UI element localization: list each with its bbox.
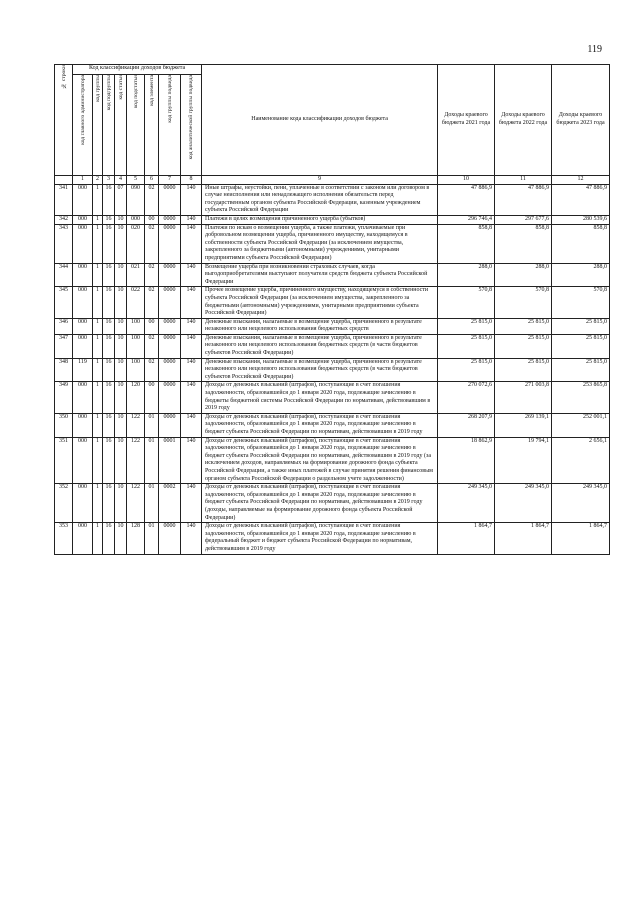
code-cell: 1	[93, 318, 103, 334]
code-column-label: код статьи	[117, 75, 124, 100]
code-cell: 10	[115, 437, 127, 484]
row-number: 343	[55, 224, 73, 263]
code-cell: 01	[145, 484, 159, 523]
header-row-group	[55, 65, 610, 75]
table-row	[55, 523, 610, 554]
table-row	[55, 215, 610, 224]
code-cell: 1	[93, 437, 103, 484]
code-cell: 140	[181, 334, 202, 358]
income-2021-cell: 25 815,0	[438, 318, 495, 334]
index-cell: 11	[495, 176, 552, 185]
table-row	[55, 358, 610, 382]
row-number: 342	[55, 215, 73, 224]
code-name-cell: Иные штрафы, неустойки, пени, уплаченные в соответствии с законом или договором в случае неисполнения или ненадлежащего исполнения обязательств перед государственным органом субъекта Российской Федерации, казенным учреждением субъекта Российской Федерации	[202, 184, 438, 215]
code-column-header	[103, 75, 115, 176]
income-2023-cell: 47 886,9	[552, 184, 610, 215]
code-cell: 02	[145, 224, 159, 263]
table-row	[55, 224, 610, 263]
code-cell: 119	[73, 358, 93, 382]
code-cell: 1	[93, 523, 103, 554]
code-cell: 100	[127, 334, 145, 358]
code-cell: 0000	[159, 523, 181, 554]
code-cell: 10	[115, 224, 127, 263]
code-cell: 1	[93, 215, 103, 224]
code-column-label: код аналитической группы подвида	[188, 75, 195, 160]
code-column-label: код главного администратора	[79, 75, 86, 145]
code-cell: 140	[181, 413, 202, 437]
code-cell: 000	[73, 215, 93, 224]
column-index-row	[55, 176, 610, 185]
table-row	[55, 287, 610, 318]
code-column-header	[73, 75, 93, 176]
code-cell: 1	[93, 413, 103, 437]
code-cell: 16	[103, 382, 115, 413]
income-2021-cell: 268 207,9	[438, 413, 495, 437]
code-cell: 02	[145, 358, 159, 382]
code-name-cell: Денежные взыскания, налагаемые в возмещение ущерба, причиненного в результате незаконного или нецелевого использования бюджетных средств (в части бюджетов субъектов Российской Федерации)	[202, 334, 438, 358]
income-2023-cell: 25 815,0	[552, 334, 610, 358]
code-cell: 140	[181, 358, 202, 382]
code-cell: 000	[73, 184, 93, 215]
code-column-header	[93, 75, 103, 176]
code-column-header	[181, 75, 202, 176]
code-cell: 0000	[159, 215, 181, 224]
code-cell: 16	[103, 318, 115, 334]
index-cell: 2	[93, 176, 103, 185]
code-name-cell: Доходы от денежных взысканий (штрафов), поступающие в счет погашения задолженности, образовавшейся до 1 января 2020 года, подлежащие зачислению в бюджеты бюджетной системы Российской Федерации по нормативам, действовавшим в 2019 году	[202, 382, 438, 413]
code-cell: 020	[127, 224, 145, 263]
table-row	[55, 334, 610, 358]
row-number: 344	[55, 263, 73, 287]
income-2022-cell: 47 886,9	[495, 184, 552, 215]
code-cell: 10	[115, 215, 127, 224]
code-cell: 10	[115, 287, 127, 318]
income-2022-cell: 25 815,0	[495, 334, 552, 358]
income-2022-cell: 570,8	[495, 287, 552, 318]
code-cell: 000	[73, 334, 93, 358]
code-cell: 0000	[159, 224, 181, 263]
table-row	[55, 382, 610, 413]
code-cell: 000	[73, 287, 93, 318]
row-number: 347	[55, 334, 73, 358]
income-2021-cell: 288,0	[438, 263, 495, 287]
code-cell: 000	[73, 263, 93, 287]
income-2023-cell: 253 865,8	[552, 382, 610, 413]
code-cell: 022	[127, 287, 145, 318]
code-cell: 140	[181, 318, 202, 334]
code-cell: 0000	[159, 263, 181, 287]
code-cell: 07	[115, 184, 127, 215]
code-cell: 100	[127, 358, 145, 382]
code-cell: 1	[93, 358, 103, 382]
code-cell: 140	[181, 523, 202, 554]
code-name-cell: Возмещение ущерба при возникновении страховых случаев, когда выгодоприобретателями выступают получатели средств бюджета субъекта Российской Федерации	[202, 263, 438, 287]
code-cell: 1	[93, 184, 103, 215]
code-cell: 0000	[159, 184, 181, 215]
code-column-label: код группы	[94, 75, 101, 102]
code-cell: 01	[145, 413, 159, 437]
code-cell: 0000	[159, 358, 181, 382]
code-cell: 10	[115, 484, 127, 523]
income-2021-header: Доходы краевого бюджета 2021 года	[438, 65, 495, 176]
code-column-label: код элемента	[148, 75, 155, 106]
income-2023-cell: 288,0	[552, 263, 610, 287]
code-cell: 000	[73, 413, 93, 437]
code-cell: 000	[73, 523, 93, 554]
income-2023-cell: 2 656,1	[552, 437, 610, 484]
code-name-cell: Платежи по искам о возмещении ущерба, а также платежи, уплачиваемые при добровольном возмещении ущерба, причиненного имуществу, находящемуся в собственности субъекта Российской Федерации (за исключением имущества, закрепленного за бюджетными (автономными) учреждениями, унитарными предприятиями субъекта Российской Федерации)	[202, 224, 438, 263]
code-cell: 000	[73, 484, 93, 523]
code-column-label: код подгруппы	[105, 75, 112, 111]
income-2021-cell: 570,8	[438, 287, 495, 318]
budget-income-table	[54, 64, 610, 555]
income-2023-cell: 280 539,6	[552, 215, 610, 224]
code-cell: 0000	[159, 334, 181, 358]
code-name-cell: Прочее возмещение ущерба, причиненного имуществу, находящемуся в собственности субъекта Российской Федерации (за исключением имущества, закрепленного за бюджетными (автономными) учреждениями, унитарными предприятиями субъекта Российской Федерации)	[202, 287, 438, 318]
code-column-header	[159, 75, 181, 176]
table-row	[55, 437, 610, 484]
index-cell: 10	[438, 176, 495, 185]
index-cell: 6	[145, 176, 159, 185]
income-2022-cell: 858,8	[495, 224, 552, 263]
code-cell: 10	[115, 382, 127, 413]
income-2021-cell: 296 746,4	[438, 215, 495, 224]
income-2021-cell: 25 815,0	[438, 358, 495, 382]
income-2022-cell: 249 345,0	[495, 484, 552, 523]
code-cell: 16	[103, 484, 115, 523]
code-cell: 000	[127, 215, 145, 224]
income-2022-cell: 269 139,1	[495, 413, 552, 437]
income-2022-cell: 1 864,7	[495, 523, 552, 554]
income-2022-cell: 25 815,0	[495, 318, 552, 334]
code-cell: 120	[127, 382, 145, 413]
code-cell: 1	[93, 484, 103, 523]
code-cell: 10	[115, 334, 127, 358]
code-column-header	[127, 75, 145, 176]
code-cell: 140	[181, 437, 202, 484]
row-number: 348	[55, 358, 73, 382]
code-cell: 16	[103, 437, 115, 484]
index-cell: 5	[127, 176, 145, 185]
code-cell: 0000	[159, 413, 181, 437]
row-number: 349	[55, 382, 73, 413]
code-name-cell: Денежные взыскания, налагаемые в возмещение ущерба, причиненного в результате незаконного или нецелевого использования бюджетных средств (в части бюджетов субъектов Российской Федерации)	[202, 358, 438, 382]
code-cell: 140	[181, 224, 202, 263]
code-cell: 000	[73, 224, 93, 263]
code-cell: 02	[145, 334, 159, 358]
income-2021-cell: 270 072,6	[438, 382, 495, 413]
code-cell: 10	[115, 263, 127, 287]
table-row	[55, 263, 610, 287]
code-name-cell: Доходы от денежных взысканий (штрафов), поступающие в счет погашения задолженности, образовавшейся до 1 января 2020 года, подлежащие зачислению в бюджет субъекта Российской Федерации по нормативам, действовавшим в 2019 году (доходы, направляемые на формирование дорожного фонда субъекта Российской Федерации)	[202, 484, 438, 523]
income-2021-cell: 858,8	[438, 224, 495, 263]
table-row	[55, 318, 610, 334]
code-cell: 16	[103, 358, 115, 382]
income-2022-header: Доходы краевого бюджета 2022 года	[495, 65, 552, 176]
code-cell: 16	[103, 287, 115, 318]
code-cell: 10	[115, 358, 127, 382]
code-cell: 00	[145, 382, 159, 413]
income-2022-cell: 25 815,0	[495, 358, 552, 382]
income-2021-cell: 249 345,0	[438, 484, 495, 523]
code-cell: 0002	[159, 484, 181, 523]
row-number: 352	[55, 484, 73, 523]
code-cell: 01	[145, 437, 159, 484]
income-2023-cell: 25 815,0	[552, 318, 610, 334]
code-cell: 021	[127, 263, 145, 287]
code-cell: 16	[103, 263, 115, 287]
code-cell: 122	[127, 484, 145, 523]
table-row	[55, 413, 610, 437]
income-2023-cell: 1 864,7	[552, 523, 610, 554]
code-cell: 16	[103, 224, 115, 263]
table-row	[55, 184, 610, 215]
code-cell: 122	[127, 437, 145, 484]
code-cell: 090	[127, 184, 145, 215]
row-number-header: № строки	[55, 65, 73, 176]
code-cell: 0000	[159, 318, 181, 334]
code-cell: 16	[103, 523, 115, 554]
table-row	[55, 484, 610, 523]
row-number: 350	[55, 413, 73, 437]
code-name-cell: Доходы от денежных взысканий (штрафов), поступающие в счет погашения задолженности, образовавшейся до 1 января 2020 года, подлежащие зачислению в бюджет субъекта Российской Федерации по нормативам, действовавшим в 2019 году	[202, 413, 438, 437]
code-cell: 128	[127, 523, 145, 554]
income-2023-cell: 249 345,0	[552, 484, 610, 523]
code-cell: 000	[73, 382, 93, 413]
row-number: 346	[55, 318, 73, 334]
classification-code-header: Код классификации доходов бюджета	[73, 65, 202, 75]
code-cell: 01	[145, 523, 159, 554]
code-cell: 0000	[159, 287, 181, 318]
code-cell: 000	[73, 437, 93, 484]
income-2022-cell: 297 677,6	[495, 215, 552, 224]
code-cell: 10	[115, 523, 127, 554]
code-cell: 140	[181, 484, 202, 523]
code-column-label: код подстатьи	[132, 75, 139, 109]
code-cell: 16	[103, 215, 115, 224]
code-cell: 1	[93, 287, 103, 318]
index-cell: 7	[159, 176, 181, 185]
code-cell: 140	[181, 215, 202, 224]
index-cell: 9	[202, 176, 438, 185]
code-cell: 02	[145, 287, 159, 318]
code-name-cell: Денежные взыскания, налагаемые в возмещение ущерба, причиненного в результате незаконного или нецелевого использования бюджетных средств	[202, 318, 438, 334]
income-2023-cell: 858,8	[552, 224, 610, 263]
income-2023-cell: 25 815,0	[552, 358, 610, 382]
code-cell: 16	[103, 413, 115, 437]
income-2022-cell: 271 003,8	[495, 382, 552, 413]
code-name-cell: Доходы от денежных взысканий (штрафов), поступающие в счет погашения задолженности, образовавшейся до 1 января 2020 года, подлежащие зачислению в бюджет субъекта Российской Федерации по нормативам, действовавшим в 2019 году (за исключением доходов, направляемых на формирование дорожного фонда субъекта Российской Федерации, а также иных платежей в случае принятия решения финансовым органом субъекта Российской Федерации о раздельном учете задолженности)	[202, 437, 438, 484]
code-cell: 02	[145, 263, 159, 287]
name-header: Наименование кода классификации доходов бюджета	[202, 65, 438, 176]
code-cell: 1	[93, 382, 103, 413]
index-cell	[55, 176, 73, 185]
code-cell: 16	[103, 334, 115, 358]
code-column-header	[115, 75, 127, 176]
code-cell: 140	[181, 382, 202, 413]
income-2021-cell: 47 886,9	[438, 184, 495, 215]
code-cell: 16	[103, 184, 115, 215]
code-cell: 140	[181, 263, 202, 287]
income-2021-cell: 18 862,9	[438, 437, 495, 484]
code-cell: 140	[181, 184, 202, 215]
code-cell: 00	[145, 318, 159, 334]
code-cell: 000	[73, 318, 93, 334]
code-name-cell: Доходы от денежных взысканий (штрафов), поступающие в счет погашения задолженности, образовавшейся до 1 января 2020 года, подлежащие зачислению в федеральный бюджет и бюджет субъекта Российской Федерации по нормативам, действовавшим в 2019 году	[202, 523, 438, 554]
code-column-header	[145, 75, 159, 176]
row-number: 341	[55, 184, 73, 215]
code-cell: 122	[127, 413, 145, 437]
index-cell: 4	[115, 176, 127, 185]
income-2023-header: Доходы краевого бюджета 2023 года	[552, 65, 610, 176]
income-2022-cell: 19 794,1	[495, 437, 552, 484]
code-cell: 00	[145, 215, 159, 224]
index-cell: 3	[103, 176, 115, 185]
code-column-label: код группы подвида	[166, 75, 173, 123]
income-2021-cell: 1 864,7	[438, 523, 495, 554]
code-cell: 02	[145, 184, 159, 215]
page-number: 119	[587, 44, 602, 55]
row-number: 351	[55, 437, 73, 484]
code-cell: 10	[115, 413, 127, 437]
income-2021-cell: 25 815,0	[438, 334, 495, 358]
income-2023-cell: 570,8	[552, 287, 610, 318]
code-cell: 140	[181, 287, 202, 318]
code-cell: 0000	[159, 382, 181, 413]
code-name-cell: Платежи в целях возмещения причиненного ущерба (убытков)	[202, 215, 438, 224]
row-number: 345	[55, 287, 73, 318]
income-2023-cell: 252 001,1	[552, 413, 610, 437]
code-cell: 1	[93, 263, 103, 287]
code-cell: 0001	[159, 437, 181, 484]
income-2022-cell: 288,0	[495, 263, 552, 287]
index-cell: 12	[552, 176, 610, 185]
code-cell: 100	[127, 318, 145, 334]
index-cell: 8	[181, 176, 202, 185]
row-number: 353	[55, 523, 73, 554]
index-cell: 1	[73, 176, 93, 185]
code-cell: 1	[93, 224, 103, 263]
code-cell: 10	[115, 318, 127, 334]
code-cell: 1	[93, 334, 103, 358]
